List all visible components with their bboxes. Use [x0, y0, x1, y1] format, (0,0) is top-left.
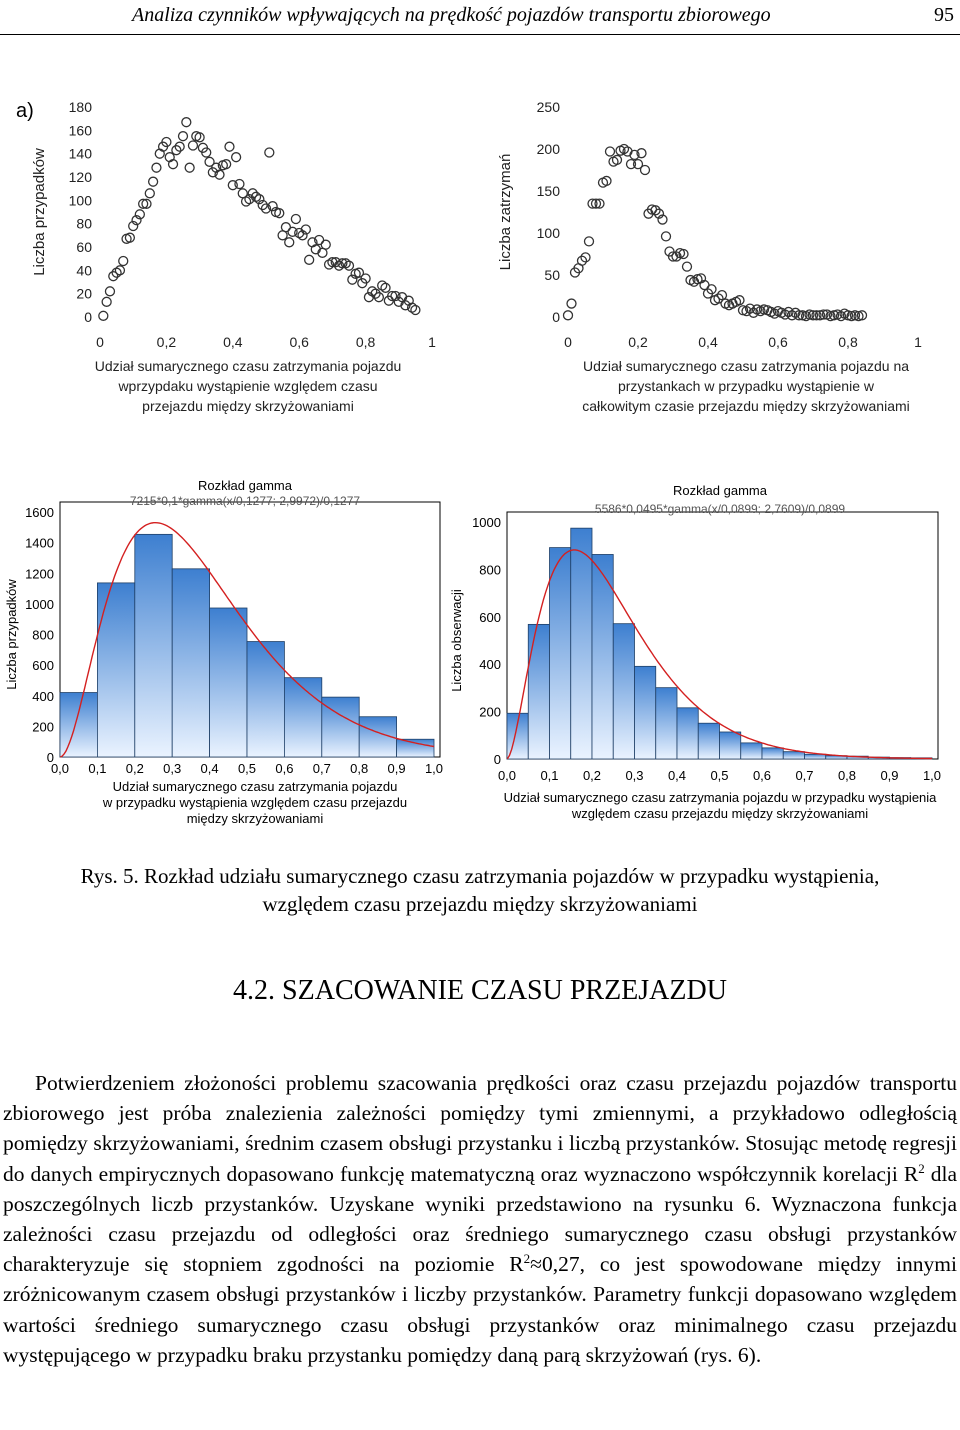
x-tick-label: 0,8 [838, 334, 858, 350]
page-header [0, 0, 960, 35]
x-tick-label: 1 [428, 334, 436, 350]
x-tick-label: 1,0 [922, 768, 942, 783]
chart-title: Rozkład gamma [198, 478, 292, 493]
x-axis-label-line: przystankach w przypadku wystąpienie w [617, 378, 875, 394]
data-point [99, 311, 108, 320]
y-tick-label: 180 [68, 99, 92, 115]
section-heading: 4.2. SZACOWANIE CZASU PRZEJAZDU [233, 975, 727, 1006]
x-tick-label: 0 [96, 334, 104, 350]
x-axis-label-line: Udział sumarycznego czasu zatrzymania pojazdu [94, 358, 402, 374]
y-tick-label: 1600 [25, 505, 54, 520]
y-tick-label: 50 [544, 267, 560, 283]
page-number: 95 [934, 4, 954, 26]
y-tick-label: 250 [536, 99, 560, 115]
scatter-chart-stops-count [490, 95, 960, 425]
data-point [641, 166, 650, 175]
x-tick-label: 0,9 [880, 768, 899, 783]
x-tick-label: 0,3 [625, 768, 644, 783]
x-axis-label-line: całkowitym czasie przejazdu między skrzyżowaniami [582, 398, 910, 414]
body-text-part-3: ≈0,27, co jest spowodowane między innymi zróżnicowanym czasem obsługi przystanków i liczby przystanków. Parametry funkcji dopasowano względem wartości średniego sumarycznego czasu obsługi przystanków oraz minimalnego czasu przejazdu występującego w przypadku braku przystanku pomiędzy daną parą skrzyżowań (rys. 6). [3, 1252, 957, 1367]
y-tick-label: 400 [32, 688, 54, 704]
x-tick-label: 0,0 [50, 761, 70, 776]
y-tick-label: 0 [46, 750, 54, 765]
data-point [321, 240, 330, 249]
y-tick-label: 60 [76, 239, 92, 255]
histogram-bar [550, 548, 571, 759]
data-point [285, 238, 294, 247]
y-tick-label: 150 [536, 183, 560, 199]
y-tick-label: 400 [479, 657, 501, 673]
histogram-bar [397, 739, 434, 757]
histogram-bar [698, 723, 719, 759]
data-point [105, 287, 114, 296]
chart-title: Rozkład gamma [673, 483, 767, 498]
caption-line-1: Rys. 5. Rozkład udziału sumarycznego czasu zatrzymania pojazdów w przypadku wystąpienia, [80, 864, 880, 888]
x-axis-label-line: Udział sumarycznego czasu zatrzymania pojazdu na [582, 358, 910, 374]
data-point [185, 163, 194, 172]
y-tick-label: 200 [536, 141, 560, 157]
panel-label: a) [16, 100, 34, 122]
histogram-gamma-right [445, 472, 960, 832]
histogram-bar [783, 752, 804, 759]
x-tick-label: 0,7 [312, 761, 331, 776]
x-tick-label: 0,4 [667, 768, 687, 783]
histogram-bar [677, 708, 698, 759]
y-tick-label: 80 [76, 215, 92, 232]
data-point [235, 180, 244, 189]
y-tick-label: 120 [68, 169, 92, 185]
data-point [225, 142, 234, 151]
figure-caption [0, 862, 960, 918]
y-tick-label: 200 [32, 719, 54, 735]
x-tick-label: 0,2 [156, 334, 177, 350]
y-tick-label: 800 [32, 627, 54, 643]
x-tick-label: 0,4 [223, 334, 243, 350]
data-point [232, 153, 241, 162]
y-tick-label: 0 [493, 752, 501, 767]
superscript-1: 2 [918, 1160, 925, 1176]
y-tick-label: 160 [68, 122, 92, 139]
x-tick-label: 0,1 [540, 768, 559, 783]
x-tick-label: 0,6 [768, 334, 788, 350]
y-tick-label: 600 [479, 609, 501, 625]
x-tick-label: 0,5 [237, 761, 257, 776]
data-point [145, 189, 154, 198]
data-point [291, 215, 300, 224]
body-text-part-1: Potwierdzeniem złożoności problemu szacowania prędkości oraz czasu przejazdu pojazdów transportu zbiorowego jest próba znalezienia zależności pomiędzy tymi zmiennymi, a przykładowo odległością pomiędzy skrzyżowaniami, średnim czasem obsługi przystanku i liczbą przystanków. Stosując metodę regresji do danych empirycznych dopasowano funkcję matematyczną oraz wyznaczono współczynnik korelacji R [3, 1071, 957, 1186]
histogram-bar [720, 732, 741, 759]
y-tick-label: 800 [479, 562, 501, 578]
histogram-bar [741, 743, 762, 759]
y-axis-label: Liczba obserwacji [449, 589, 464, 692]
x-axis-label-line: wprzypdaku wystąpienie względem czasu [118, 378, 378, 394]
x-tick-label: 1 [914, 334, 922, 350]
x-tick-label: 0,2 [582, 768, 602, 783]
x-tick-label: 0,3 [163, 761, 182, 776]
data-point [585, 237, 594, 246]
body-paragraph [3, 1068, 957, 1370]
y-tick-label: 100 [68, 192, 92, 209]
body-text-part-2: dla poszczególnych liczb przystanków. Uzyskane wyniki przedstawiono na rysunku 6. Wyznaczona funkcja zależności czasu przejazdu od odległości oraz średniego sumarycznego czasu obsługi przystanków charakteryzuje się stopniem zgodności na poziomie R [3, 1161, 957, 1277]
histogram-bar [97, 583, 134, 757]
scatter-chart-stops-share [30, 95, 450, 425]
running-title: Analiza czynników wpływających na prędkość pojazdów transportu zbiorowego [132, 4, 771, 26]
caption-line-2: względem czasu przejazdu między skrzyżowaniami [262, 892, 698, 916]
histogram-bar [247, 642, 284, 757]
x-tick-label: 0,7 [795, 768, 814, 783]
y-tick-label: 140 [68, 145, 92, 162]
histogram-bar [762, 748, 783, 759]
y-tick-label: 1200 [25, 566, 54, 582]
x-axis-label-line: Udział sumarycznego czasu zatrzymania pojazdu [112, 779, 398, 794]
x-tick-label: 0,9 [387, 761, 406, 776]
histogram-bar [656, 688, 677, 759]
x-tick-label: 0,6 [752, 768, 772, 783]
x-tick-label: 1,0 [424, 761, 444, 776]
data-point [606, 147, 615, 156]
data-point [683, 262, 692, 271]
histogram-bar [135, 534, 172, 757]
data-point [149, 177, 158, 186]
x-tick-label: 0,4 [200, 761, 219, 776]
y-tick-label: 100 [536, 225, 560, 241]
x-tick-label: 0,8 [355, 334, 376, 350]
x-tick-label: 0,2 [125, 761, 144, 776]
data-point [119, 257, 128, 266]
x-tick-label: 0,8 [837, 768, 857, 783]
x-axis-label-line: między skrzyżowaniami [186, 811, 324, 826]
y-tick-label: 20 [76, 285, 92, 302]
histogram-bar [60, 693, 97, 757]
data-point [662, 232, 671, 241]
x-tick-label: 0,4 [698, 334, 718, 350]
x-tick-label: 0 [564, 334, 572, 350]
histogram-bar [528, 624, 549, 759]
y-tick-label: 1000 [25, 596, 54, 612]
histogram-bar [805, 754, 826, 759]
data-point [567, 299, 576, 308]
data-point [179, 132, 188, 141]
chart-formula: 7215*0,1*gamma(x/0,1277; 2,9972)/0,1277 [129, 494, 361, 508]
x-tick-label: 0,0 [497, 768, 517, 783]
x-axis-label-line: w przypadku wystąpienia względem czasu przejazdu [102, 795, 408, 810]
data-point [265, 148, 274, 157]
x-tick-label: 0,6 [289, 334, 309, 350]
data-point [564, 311, 573, 320]
histogram-bar [210, 608, 247, 757]
superscript-2: 2 [523, 1251, 531, 1267]
x-tick-label: 0,8 [350, 761, 369, 776]
histogram-bar [284, 678, 321, 757]
data-point [102, 297, 111, 306]
x-axis-label-line: przejazdu między skrzyżowaniami [142, 398, 354, 414]
data-point [182, 118, 191, 127]
histogram-bar [172, 569, 209, 757]
y-axis-label: Liczba przypadków [4, 579, 19, 690]
x-axis-label-line: Udział sumarycznego czasu zatrzymania pojazdu w przypadku wystąpienia [503, 790, 937, 805]
histogram-bar [613, 624, 634, 759]
y-tick-label: 1000 [472, 515, 501, 530]
y-tick-label: 0 [552, 309, 560, 325]
data-point [305, 255, 314, 264]
data-point [281, 223, 290, 232]
y-tick-label: 200 [479, 704, 501, 720]
x-tick-label: 0,2 [628, 334, 648, 350]
data-point [152, 163, 161, 172]
x-tick-label: 0,1 [88, 761, 107, 776]
x-axis-label-line: względem czasu przejazdu między skrzyżowaniami [571, 806, 869, 821]
y-axis-label: Liczba przypadków [31, 148, 48, 276]
y-tick-label: 1400 [25, 535, 54, 551]
histogram-bar [571, 528, 592, 759]
y-axis-label: Liczba zatrzymań [497, 153, 514, 271]
x-tick-label: 0,5 [710, 768, 729, 783]
histogram-bar [635, 666, 656, 759]
y-tick-label: 600 [32, 658, 54, 674]
chart-formula: 5586*0,0495*gamma(x/0,0899; 2,7609)/0,0899 [594, 502, 846, 516]
data-point [188, 141, 197, 150]
y-tick-label: 40 [76, 262, 92, 279]
x-tick-label: 0,6 [275, 761, 294, 776]
histogram-gamma-left [0, 472, 450, 832]
y-tick-label: 0 [84, 309, 92, 325]
